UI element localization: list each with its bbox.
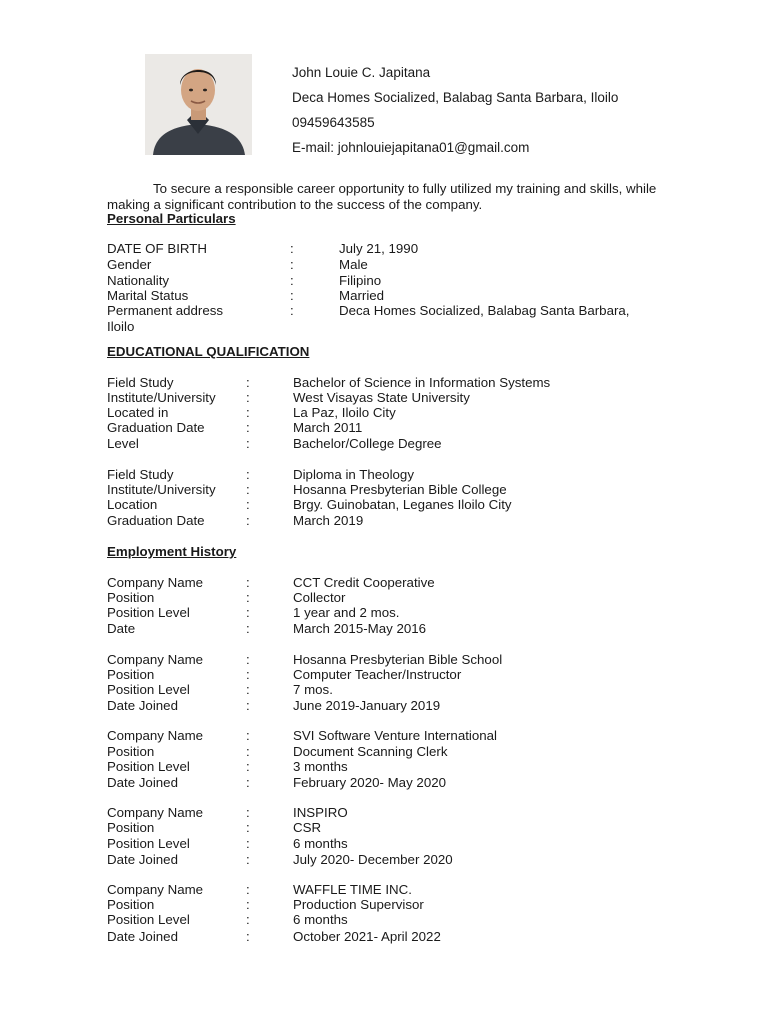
career-objective: To secure a responsible career opportunity to fully utilized my training and skills, while making a significant contribution to the success of the company. bbox=[107, 181, 657, 212]
employment-separator: : bbox=[246, 912, 250, 927]
employment-value: 6 months bbox=[293, 912, 348, 927]
education-label: Field Study bbox=[107, 467, 174, 482]
personal-value: Filipino bbox=[339, 273, 382, 288]
education-separator: : bbox=[246, 375, 250, 390]
employment-separator: : bbox=[246, 728, 250, 743]
education-value: Bachelor of Science in Information Systems bbox=[293, 375, 551, 390]
employment-label: Position bbox=[107, 820, 155, 835]
personal-value-continued: Iloilo bbox=[107, 319, 135, 334]
personal-separator: : bbox=[290, 303, 294, 318]
education-label: Located in bbox=[107, 405, 169, 420]
employment-label: Date bbox=[107, 621, 136, 636]
profile-photo bbox=[145, 54, 252, 155]
personal-value: Male bbox=[339, 257, 368, 272]
email-address: E-mail: johnlouiejapitana01@gmail.com bbox=[292, 140, 530, 155]
personal-separator: : bbox=[290, 288, 294, 303]
phone-number: 09459643585 bbox=[292, 115, 375, 130]
education-value: March 2011 bbox=[293, 420, 363, 435]
employment-value: INSPIRO bbox=[293, 805, 348, 820]
employment-label: Position bbox=[107, 590, 155, 605]
employment-separator: : bbox=[246, 744, 250, 759]
employment-value: Production Supervisor bbox=[293, 897, 424, 912]
applicant-name: John Louie C. Japitana bbox=[292, 65, 431, 80]
home-address: Deca Homes Socialized, Balabag Santa Barbara, Iloilo bbox=[292, 90, 619, 105]
education-value: West Visayas State University bbox=[293, 390, 470, 405]
personal-separator: : bbox=[290, 257, 294, 272]
education-value: La Paz, Iloilo City bbox=[293, 405, 396, 420]
education-value: Brgy. Guinobatan, Leganes Iloilo City bbox=[293, 497, 512, 512]
employment-value: Document Scanning Clerk bbox=[293, 744, 448, 759]
personal-label: Marital Status bbox=[107, 288, 189, 303]
education-separator: : bbox=[246, 405, 250, 420]
employment-value: July 2020- December 2020 bbox=[293, 852, 453, 867]
personal-label: Gender bbox=[107, 257, 152, 272]
education-separator: : bbox=[246, 467, 250, 482]
employment-separator: : bbox=[246, 820, 250, 835]
employment-label: Position Level bbox=[107, 836, 190, 851]
employment-value: 1 year and 2 mos. bbox=[293, 605, 400, 620]
education-separator: : bbox=[246, 497, 250, 512]
employment-separator: : bbox=[246, 759, 250, 774]
employment-separator: : bbox=[246, 667, 250, 682]
employment-separator: : bbox=[246, 590, 250, 605]
education-label: Institute/University bbox=[107, 482, 216, 497]
employment-label: Date Joined bbox=[107, 698, 178, 713]
employment-separator: : bbox=[246, 805, 250, 820]
employment-label: Company Name bbox=[107, 882, 204, 897]
personal-separator: : bbox=[290, 273, 294, 288]
employment-value: SVI Software Venture International bbox=[293, 728, 498, 743]
employment-value: 7 mos. bbox=[293, 682, 333, 697]
education-label: Field Study bbox=[107, 375, 174, 390]
personal-label: Permanent address bbox=[107, 303, 224, 318]
employment-value: October 2021- April 2022 bbox=[293, 929, 441, 944]
employment-label: Position bbox=[107, 897, 155, 912]
education-separator: : bbox=[246, 390, 250, 405]
employment-label: Company Name bbox=[107, 575, 204, 590]
employment-label: Position bbox=[107, 667, 155, 682]
education-value: Bachelor/College Degree bbox=[293, 436, 442, 451]
employment-separator: : bbox=[246, 652, 250, 667]
employment-value: 3 months bbox=[293, 759, 348, 774]
education-separator: : bbox=[246, 513, 250, 528]
education-separator: : bbox=[246, 420, 250, 435]
employment-value: CSR bbox=[293, 820, 322, 835]
employment-value: WAFFLE TIME INC. bbox=[293, 882, 412, 897]
employment-heading: Employment History bbox=[107, 544, 237, 559]
personal-value: Deca Homes Socialized, Balabag Santa Barbara, bbox=[339, 303, 630, 318]
employment-separator: : bbox=[246, 882, 250, 897]
personal-label: DATE OF BIRTH bbox=[107, 241, 207, 256]
education-value: Hosanna Presbyterian Bible College bbox=[293, 482, 507, 497]
education-value: March 2019 bbox=[293, 513, 364, 528]
employment-label: Company Name bbox=[107, 652, 204, 667]
employment-separator: : bbox=[246, 897, 250, 912]
education-heading: EDUCATIONAL QUALIFICATION bbox=[107, 344, 310, 359]
employment-label: Date Joined bbox=[107, 852, 178, 867]
employment-separator: : bbox=[246, 698, 250, 713]
employment-label: Company Name bbox=[107, 805, 204, 820]
education-value: Diploma in Theology bbox=[293, 467, 414, 482]
employment-value: March 2015-May 2016 bbox=[293, 621, 427, 636]
employment-label: Position bbox=[107, 744, 155, 759]
employment-label: Position Level bbox=[107, 605, 190, 620]
employment-label: Position Level bbox=[107, 682, 190, 697]
employment-separator: : bbox=[246, 605, 250, 620]
education-separator: : bbox=[246, 436, 250, 451]
personal-value: July 21, 1990 bbox=[339, 241, 419, 256]
employment-value: Computer Teacher/Instructor bbox=[293, 667, 462, 682]
employment-separator: : bbox=[246, 836, 250, 851]
education-label: Level bbox=[107, 436, 139, 451]
employment-label: Position Level bbox=[107, 759, 190, 774]
education-label: Graduation Date bbox=[107, 420, 205, 435]
employment-value: Hosanna Presbyterian Bible School bbox=[293, 652, 503, 667]
employment-value: CCT Credit Cooperative bbox=[293, 575, 435, 590]
employment-label: Date Joined bbox=[107, 775, 178, 790]
education-label: Graduation Date bbox=[107, 513, 205, 528]
employment-separator: : bbox=[246, 775, 250, 790]
employment-separator: : bbox=[246, 852, 250, 867]
employment-separator: : bbox=[246, 929, 250, 944]
education-label: Institute/University bbox=[107, 390, 216, 405]
education-separator: : bbox=[246, 482, 250, 497]
person-portrait-icon bbox=[145, 54, 252, 155]
employment-separator: : bbox=[246, 621, 250, 636]
employment-label: Date Joined bbox=[107, 929, 178, 944]
employment-value: February 2020- May 2020 bbox=[293, 775, 446, 790]
personal-label: Nationality bbox=[107, 273, 170, 288]
employment-separator: : bbox=[246, 575, 250, 590]
employment-label: Position Level bbox=[107, 912, 190, 927]
personal-separator: : bbox=[290, 241, 294, 256]
employment-label: Company Name bbox=[107, 728, 204, 743]
employment-value: Collector bbox=[293, 590, 346, 605]
employment-separator: : bbox=[246, 682, 250, 697]
personal-value: Married bbox=[339, 288, 385, 303]
employment-value: 6 months bbox=[293, 836, 348, 851]
employment-value: June 2019-January 2019 bbox=[293, 698, 441, 713]
education-label: Location bbox=[107, 497, 158, 512]
personal-particulars-heading: Personal Particulars bbox=[107, 211, 236, 226]
